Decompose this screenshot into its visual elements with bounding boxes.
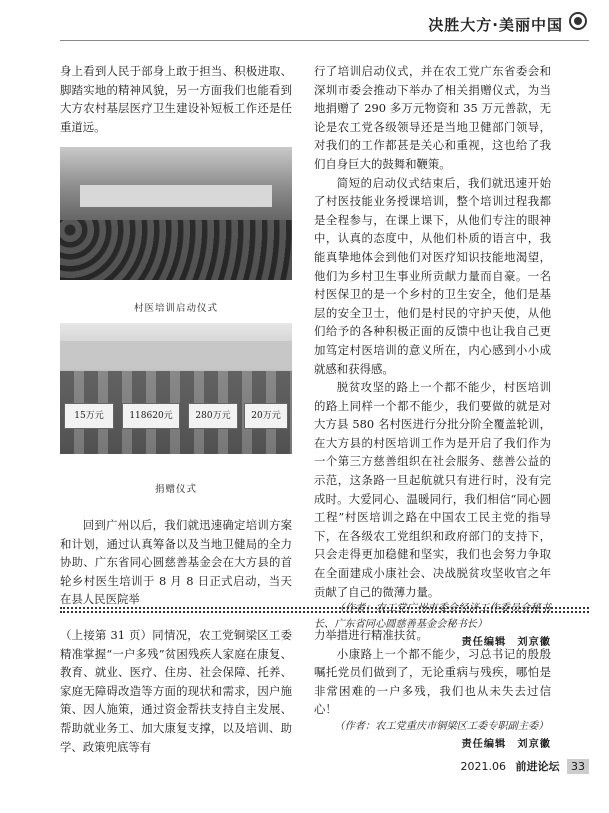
- donation-check-2: 118620元: [122, 403, 180, 429]
- donation-check-4: 20万元: [244, 403, 288, 429]
- header-rule: [60, 40, 589, 41]
- right-column: [314, 62, 551, 652]
- page-header: [0, 0, 609, 46]
- second-editor-credit: 责任编辑 刘京徽: [461, 737, 551, 750]
- second-article-right: [314, 626, 551, 754]
- photo-caption-2: 捐赠仪式: [154, 484, 197, 495]
- photo-banner: [60, 341, 292, 369]
- right-paragraph-2: 简短的启动仪式结束后，我们就迅速开始了村医技能业务授课培训，整个培训过程我都是全程参与，在课上课下，从他们专注的眼神中，认真的态度中，从他们朴质的语言中，我能真挚地体会到他们对医疗知识技能地渴望，他们为乡村卫生事业所贡献力量而自豪。一名村医保卫的是一个乡村的卫生安全，他们是基层的安全卫士，他们是村民的守护天使，从他们给予的各种积极正面的反馈中也让我自己更加笃定村医培训的意义所在，内心感到小小成就感和获得感。: [314, 175, 551, 376]
- donation-check-3: 280万元: [188, 403, 238, 429]
- right-paragraph-3: 脱贫攻坚的路上一个都不能少，村医培训的路上同样一个都不能少，我们要做的就是对大方县 580 名村医进行分批分阶全覆盖轮训，在大方县的村医培训工作为是开启了我们作为一个第三方慈善组织在社会服务、慈善公益的示范，这条路一旦起航就只有进行时，没有完成时。大爱同心、温暖同行，我们相信“同心圆工程”村医培训之路在中国农工民主党的指导下，在各级农工党组织和政府部门的支持下，只会走得更加稳健和坚实，我们也会努力争取在全面建成小康社会、决战脱贫攻坚收官之年贡献了自己的微薄力量。: [314, 380, 551, 599]
- second-left-paragraph: （上接第 31 页）同情况，农工党铜梁区工委精准掌握“一户多残”贫困残疾人家庭在康复、教育、就业、医疗、住房、社会保障、托养、家庭无障碍改造等方面的现状和需求，因户施策、因人施策，通过资金帮扶支持自主发展、帮助就业务工、加大康复支撑，以及培训、助学、政策兜底等有: [60, 628, 292, 754]
- photo-banner: [80, 185, 272, 207]
- training-launch-photo: [60, 147, 292, 280]
- photo-crowd: [60, 220, 292, 280]
- author-note: （作者：农工党广州市委会经济工作委员会秘书长、广东省同心圆慈善基金会秘书长）: [314, 603, 551, 631]
- magazine-name: 前进论坛: [515, 760, 560, 773]
- left-paragraph-1: 身上看到人民于部身上敢于担当、积极进取、脚踏实地的精神风貌，另一方面我们也能看到大方农村基层医疗卫生建设补短板工作还是任重道远。: [60, 64, 292, 134]
- donation-photo: [60, 323, 292, 454]
- article-divider: [60, 607, 589, 613]
- editor-credit: 责任编辑 刘京徽: [461, 636, 551, 649]
- left-column-bottom: [60, 516, 292, 609]
- right-paragraph-1: 行了培训启动仪式，并在农工党广东省委会和深圳市委会推动下举办了相关捐赠仪式，为当地捐赠了 290 多万元物资和 35 万元善款，无论是农工党各级领导还是当地卫健部门领导，对我们的工作都甚是关心和重视，这也给了我们自身巨大的鼓舞和鞭策。: [314, 64, 551, 171]
- page-number: 33: [567, 759, 589, 774]
- second-right-paragraph-2: 小康路上一个都不能少，习总书记的殷殷嘱托党员们做到了，无论重病与残疾，哪怕是非常困难的一户多残，我们也从未失去过信心！: [314, 646, 551, 717]
- second-right-paragraph-1: 力举措进行精准扶贫。: [314, 628, 428, 642]
- page-footer: [461, 758, 590, 774]
- second-article-left: [60, 626, 292, 756]
- donation-check-1: 15万元: [64, 403, 114, 429]
- second-author-note: （作者：农工党重庆市铜梁区工委专职副主委）: [334, 720, 549, 732]
- photo-caption-1: 村医培训启动仪式: [133, 303, 218, 314]
- logo-icon: [569, 12, 587, 30]
- left-paragraph-2: 回到广州以后，我们就迅速确定培训方案和计划，通过认真筹备以及当地卫健局的全力协助、广东省同心圆慈善基金会在大方县的首轮乡村医生培训于 8 月 8 日正式启动，当天在县人民医院举: [60, 518, 292, 607]
- left-column-top: [60, 62, 292, 136]
- section-title: 决胜大方·美丽中国: [428, 16, 563, 34]
- issue-date: 2021.06: [460, 760, 506, 773]
